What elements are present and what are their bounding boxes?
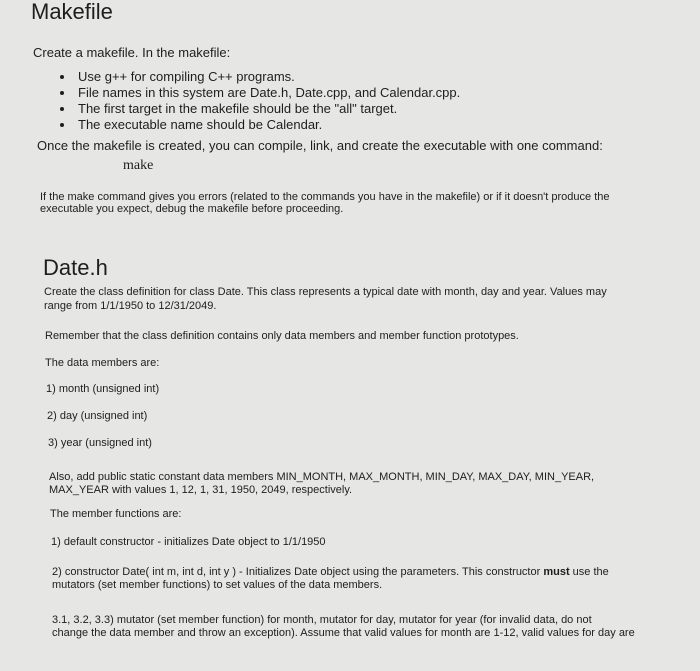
dateh-p1-line1: Create the class definition for class Date. This class represents a typical date with month, day and year. Values may [44,286,607,298]
dateh-p1-line2: range from 1/1/1950 to 12/31/2049. [44,300,217,312]
list-item: Use g++ for compiling C++ programs. [78,69,295,84]
bullet-dot [60,123,64,127]
makefile-errors-line1: If the make command gives you errors (related to the commands you have in the makefile) or if it doesn't produce the [40,191,610,203]
makefile-once-text: Once the makefile is created, you can compile, link, and create the executable with one command: [37,138,603,153]
makefile-errors-line2: executable you expect, debug the makefile before proceeding. [40,203,344,215]
function-constructor-line1 [52,566,609,578]
makefile-heading: Makefile [31,0,113,24]
function-constructor-text-a: 2) constructor Date( int m, int d, int y ) - Initializes Date object using the parameters. This constructor [52,566,544,578]
data-member-month: 1) month (unsigned int) [46,383,160,395]
bullet-dot [60,91,64,95]
dateh-also-line1: Also, add public static constant data members MIN_MONTH, MAX_MONTH, MIN_DAY, MAX_DAY, MIN_YEAR, [49,471,595,483]
data-member-day: 2) day (unsigned int) [47,410,148,422]
make-command: make [123,158,154,173]
function-default-constructor: 1) default constructor - initializes Date object to 1/1/1950 [51,536,326,548]
bullet-dot [60,107,64,111]
emphasis-must: must [543,566,570,578]
function-mutators-line1: 3.1, 3.2, 3.3) mutator (set member function) for month, mutator for day, mutator for year (for invalid data, do not [52,614,592,626]
member-functions-heading: The member functions are: [50,508,182,520]
data-members-heading: The data members are: [45,357,160,369]
list-item: The executable name should be Calendar. [78,117,323,132]
dateh-remember: Remember that the class definition contains only data members and member function prototypes. [45,330,519,342]
list-item: File names in this system are Date.h, Date.cpp, and Calendar.cpp. [78,85,461,100]
data-member-year: 3) year (unsigned int) [48,437,152,449]
dateh-heading: Date.h [43,255,108,280]
function-constructor-text-b: use the [569,566,609,578]
function-mutators-line2: change the data member and throw an exception). Assume that valid values for month are 1-12, valid values for day are [52,627,635,639]
dateh-also-line2: MAX_YEAR with values 1, 12, 1, 31, 1950, 2049, respectively. [49,484,353,496]
function-constructor-line2: mutators (set member functions) to set values of the data members. [52,579,383,591]
list-item: The first target in the makefile should be the "all" target. [78,101,398,116]
bullet-dot [60,75,64,79]
makefile-intro: Create a makefile. In the makefile: [33,45,231,60]
